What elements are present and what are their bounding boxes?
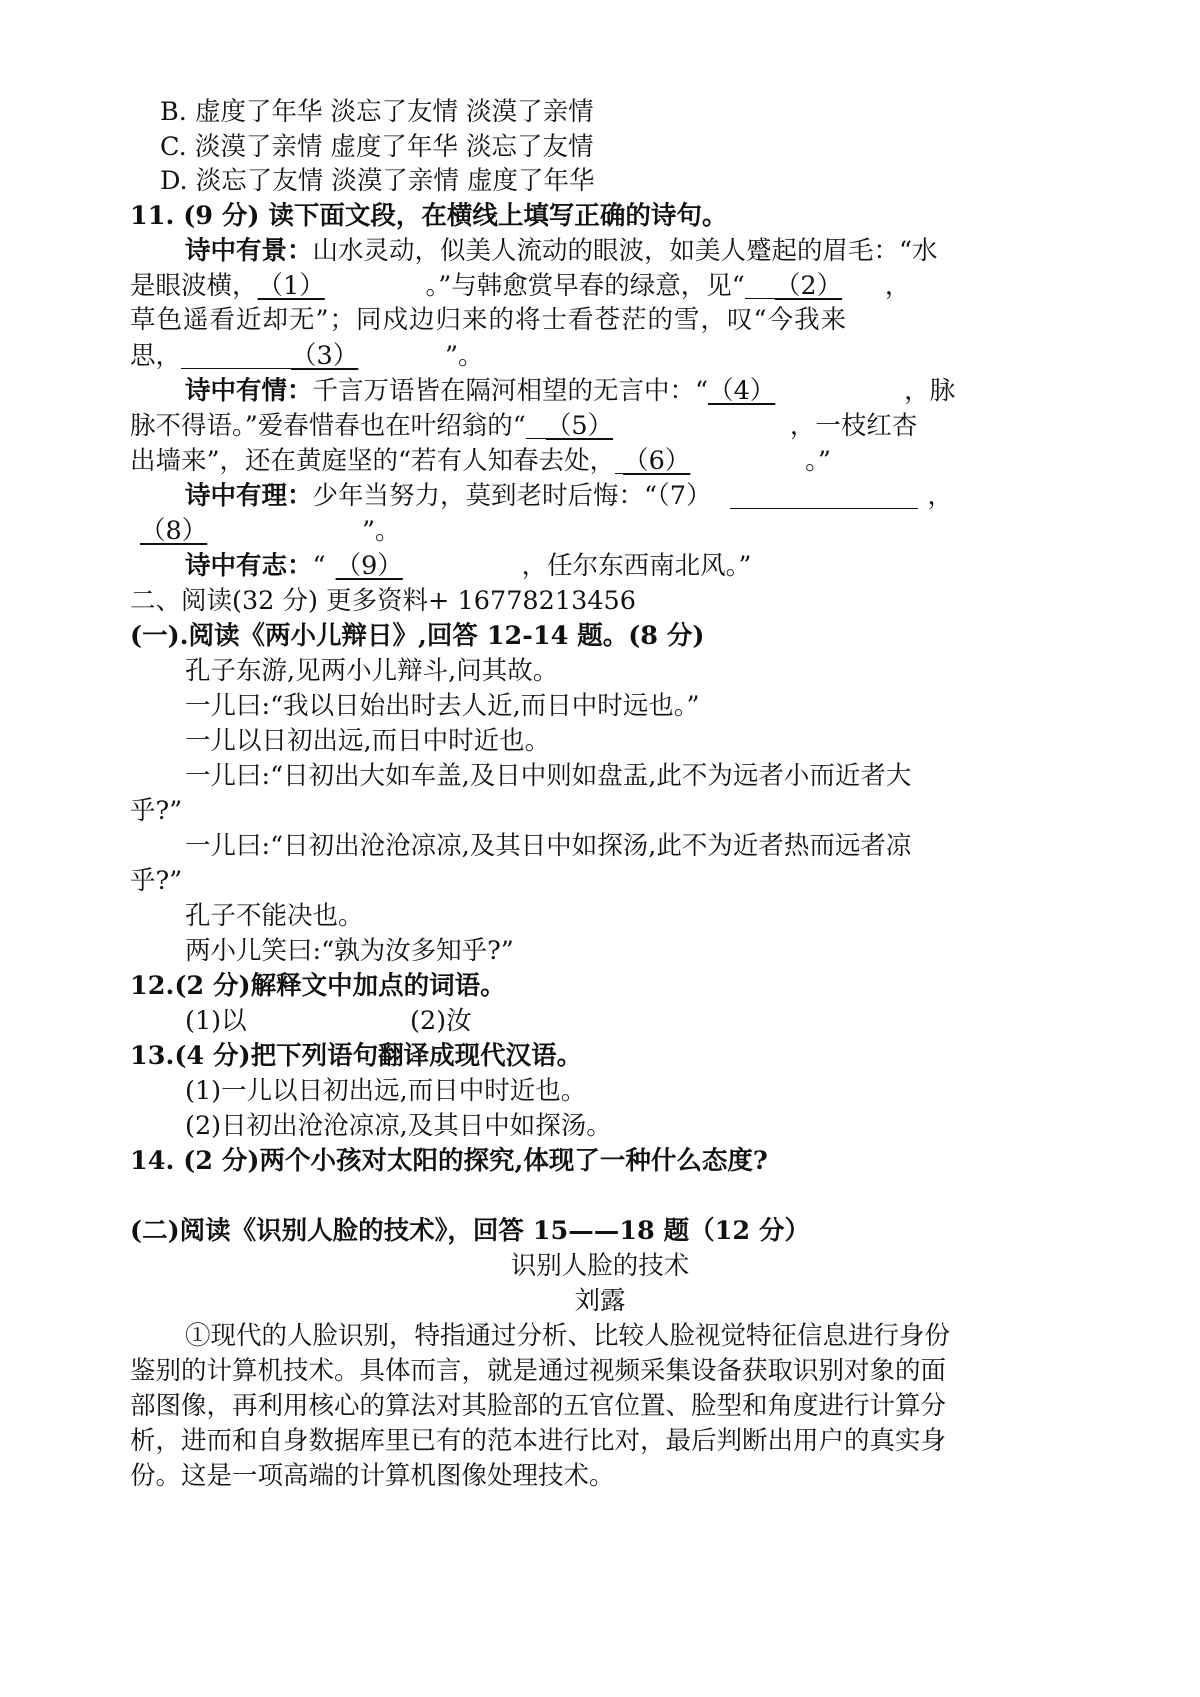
q13-title: 13.(4 分)把下列语句翻译成现代汉语。 (130, 1041, 583, 1071)
q11-will-line1 (185, 548, 751, 584)
passage-line: 一儿曰:“我以日始出时去人近,而日中时远也。” (185, 691, 700, 721)
passage-line: 一儿曰:“日初出沧沧凉凉,及其日中如探汤,此不为近者热而远者凉 (185, 831, 912, 861)
will-text: “ (312, 551, 326, 581)
passage-line: 孔子不能决也。 (185, 901, 364, 931)
blank-label: （2） (774, 271, 843, 301)
q11-title: 11. (9 分) 读下面文段，在横线上填写正确的诗句。 (130, 201, 728, 231)
passage-line: 孔子东游,见两小儿辩斗,问其故。 (185, 656, 559, 686)
q10-option-c: C. 淡漠了亲情 虚度了年华 淡忘了友情 (160, 132, 594, 162)
passage-line: 乎?” (130, 866, 183, 896)
reason-text: ”。 (362, 516, 401, 546)
q11-scene-line2 (130, 268, 910, 304)
reason-text: ， (927, 481, 954, 511)
blank-3[interactable] (291, 338, 445, 374)
scene-text: 是眼波横， (130, 271, 258, 301)
emotion-text: 出墙来”，还在黄庭坚的“若有人知春去处， (130, 446, 616, 476)
q11-scene-line4 (130, 338, 484, 374)
blank-4[interactable] (708, 373, 904, 409)
q11-reason-line2 (130, 513, 401, 549)
emotion-text: 。” (805, 446, 831, 476)
part-2-heading: (二)阅读《识别人脸的技术》，回答 15——18 题（12 分） (130, 1216, 810, 1246)
passage-line: 一儿以日初出远,而日中时近也。 (185, 726, 551, 756)
q12-item-1: (1)以 (185, 1006, 247, 1036)
scene-text: 思， (130, 341, 182, 371)
article-author: 刘露 (574, 1286, 626, 1316)
scene-text: ”。 (445, 341, 484, 371)
blank-label: （6） (623, 446, 691, 476)
blank-3-lead (181, 342, 291, 369)
blank-2[interactable] (775, 268, 885, 304)
blank-label: （1） (257, 271, 325, 301)
passage-line: 两小儿笑曰:“孰为汝多知乎?” (185, 936, 514, 966)
blank-label: （9） (335, 551, 403, 581)
article-title: 识别人脸的技术 (510, 1251, 690, 1281)
blank-label: （3） (291, 341, 359, 371)
will-label: 诗中有志： (185, 551, 313, 581)
q11-scene-line3: 草色遥看近却无”；同戍边归来的将士看苍茫的雪，叹“今我来 (130, 305, 848, 335)
article-line: ①现代的人脸识别，特指通过分析、比较人脸视觉特征信息进行身份 (185, 1321, 951, 1351)
q10-option-b: B. 虚度了年华 淡忘了友情 淡漠了亲情 (160, 97, 594, 127)
reason-text: 少年当努力，莫到老时后悔：“（7） (312, 481, 712, 511)
blank-7[interactable] (730, 482, 918, 509)
emotion-text: 脉不得语。”爱春惜春也在叶绍翁的“ (130, 411, 526, 441)
q12-item-2: (2)汝 (410, 1006, 472, 1036)
article-line: 析，进而和自身数据库里已有的范本进行比对，最后判断出用户的真实身 (130, 1426, 947, 1456)
q12-title: 12.(2 分)解释文中加点的词语。 (130, 971, 506, 1001)
q11-emotion-line1 (185, 373, 955, 409)
q11-emotion-line2 (130, 408, 917, 444)
scene-text: ， (884, 271, 911, 301)
emotion-text: 千言万语皆在隔河相望的无言中：“ (312, 376, 709, 406)
blank-6-lead (615, 447, 623, 474)
article-line: 份。这是一项高端的计算机图像处理技术。 (130, 1461, 615, 1491)
part-1-heading: (一).阅读《两小儿辩日》,回答 12-14 题。(8 分) (130, 621, 705, 651)
article-line: 鉴别的计算机技术。具体而言，就是通过视频采集设备获取识别对象的面 (130, 1356, 947, 1386)
blank-label: （8） (140, 516, 208, 546)
blank-6[interactable] (623, 443, 785, 479)
passage-line: 乎?” (130, 796, 183, 826)
section-2-heading: 二、阅读(32 分) 更多资料+ 16778213456 (130, 586, 636, 616)
q14-title: 14. (2 分)两个小孩对太阳的探究,体现了一种什么态度? (130, 1146, 768, 1176)
blank-5-lead (526, 412, 546, 439)
scene-text: 。”与韩愈赏早春的绿意，见“ (425, 271, 745, 301)
reason-label: 诗中有理： (185, 481, 313, 511)
blank-label: （4） (708, 376, 776, 406)
blank-5[interactable] (546, 408, 764, 444)
blank-9[interactable] (326, 548, 522, 584)
q10-option-d: D. 淡忘了友情 淡漠了亲情 虚度了年华 (160, 166, 595, 196)
emotion-text: ，脉 (904, 376, 956, 406)
q11-emotion-line3 (130, 443, 831, 479)
q11-scene-line1 (185, 233, 938, 269)
passage-line: 一儿曰:“日初出大如车盖,及日中则如盘盂,此不为远者小而近者大 (185, 761, 912, 791)
q13-item-1: (1)一儿以日初出远,而日中时近也。 (185, 1076, 587, 1106)
will-text: ，任尔东西南北风。” (521, 551, 752, 581)
emotion-label: 诗中有情： (185, 376, 313, 406)
blank-1[interactable] (258, 268, 426, 304)
blank-8[interactable] (130, 513, 362, 549)
q13-item-2: (2)日初出沧沧凉凉,及其日中如探汤。 (185, 1111, 612, 1141)
q11-reason-line1 (185, 478, 953, 514)
scene-text: 山水灵动，似美人流动的眼波，如美人蹙起的眉毛：“水 (312, 236, 938, 266)
emotion-text: ，一枝红杏 (789, 411, 918, 441)
blank-2-lead (745, 272, 775, 299)
article-line: 部图像，再利用核心的算法对其脸部的五官位置、脸型和角度进行计算分 (130, 1391, 947, 1421)
scene-label: 诗中有景： (185, 236, 313, 266)
blank-label: （5） (545, 411, 614, 441)
